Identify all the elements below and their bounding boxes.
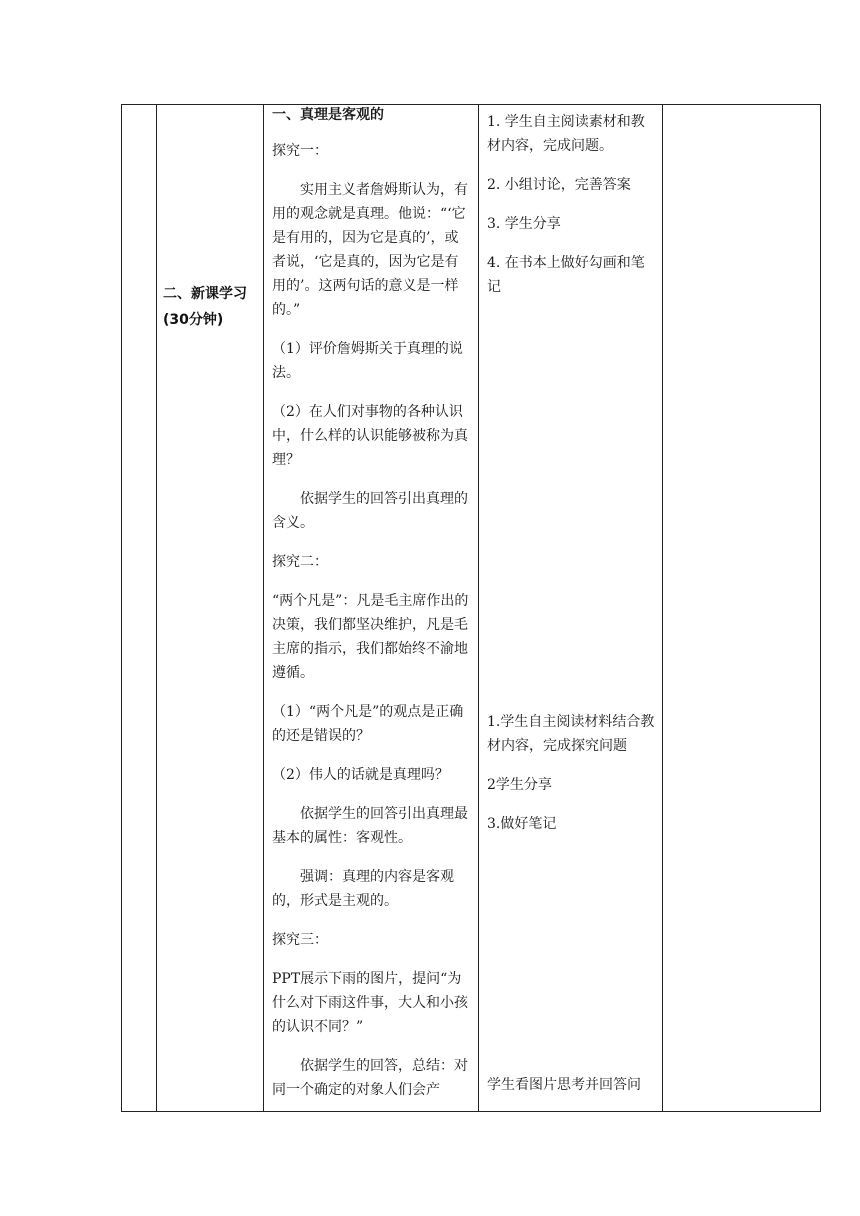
student-step: 学生看图片思考并回答问: [487, 1077, 641, 1093]
student-activity-cell: [479, 105, 662, 1111]
notes-cell: [663, 105, 820, 1111]
inquiry-label: 探究三：: [272, 932, 328, 948]
stage-duration: (30分钟): [163, 312, 224, 328]
question-item: （2）在人们对事物的各种认识中，什么样的认识能够被称为真理？: [272, 404, 468, 468]
question-item: （1）“两个凡是”的观点是正确的还是错误的？: [272, 704, 464, 744]
student-step: 3. 学生分享: [487, 216, 561, 232]
student-step: 2学生分享: [487, 777, 552, 793]
teacher-activity-cell: [264, 105, 478, 1111]
emphasis-paragraph: 强调：真理的内容是客观的，形式是主观的。: [272, 869, 454, 909]
question-item: （2）伟人的话就是真理吗？: [272, 767, 449, 783]
material-paragraph: 实用主义者詹姆斯认为，有用的观念就是真理。他说：“‘它是有用的，因为它是真的’，或者说，‘它是真的，因为它是有用的’。这两句话的意义是一样的。”: [272, 182, 468, 318]
student-step: 2. 小组讨论，完善答案: [487, 177, 631, 193]
section-heading: 一、真理是客观的: [272, 107, 384, 123]
student-group: [487, 710, 655, 851]
stage-cell: [157, 105, 263, 1111]
lesson-plan-table: [121, 104, 821, 1112]
summary-paragraph: 依据学生的回答引出真理最基本的属性：客观性。: [272, 806, 468, 846]
material-paragraph: PPT展示下雨的图片，提问“为什么对下雨这件事，大人和小孩的认识不同？”: [272, 971, 468, 1035]
material-paragraph: “两个凡是”：凡是毛主席作出的决策，我们都坚决维护，凡是毛主席的指示，我们都始终不渝地遵循。: [272, 593, 469, 681]
stage-title: 二、新课学习: [163, 286, 247, 302]
student-step: 3.做好笔记: [487, 816, 557, 832]
question-item: （1）评价詹姆斯关于真理的说法。: [272, 341, 463, 381]
student-group: [487, 110, 655, 314]
summary-paragraph: 依据学生的回答，总结：对同一个确定的对象人们会产: [272, 1058, 468, 1098]
student-step: 1.学生自主阅读材料结合教材内容，完成探究问题: [487, 714, 655, 754]
student-step: 4. 在书本上做好勾画和笔记: [487, 255, 645, 295]
summary-paragraph: 依据学生的回答引出真理的含义。: [272, 491, 468, 531]
student-group: [487, 1073, 655, 1111]
inquiry-label: 探究一：: [272, 143, 328, 159]
inquiry-label: 探究二：: [272, 554, 328, 570]
student-step: 1. 学生自主阅读素材和教材内容，完成问题。: [487, 114, 645, 154]
